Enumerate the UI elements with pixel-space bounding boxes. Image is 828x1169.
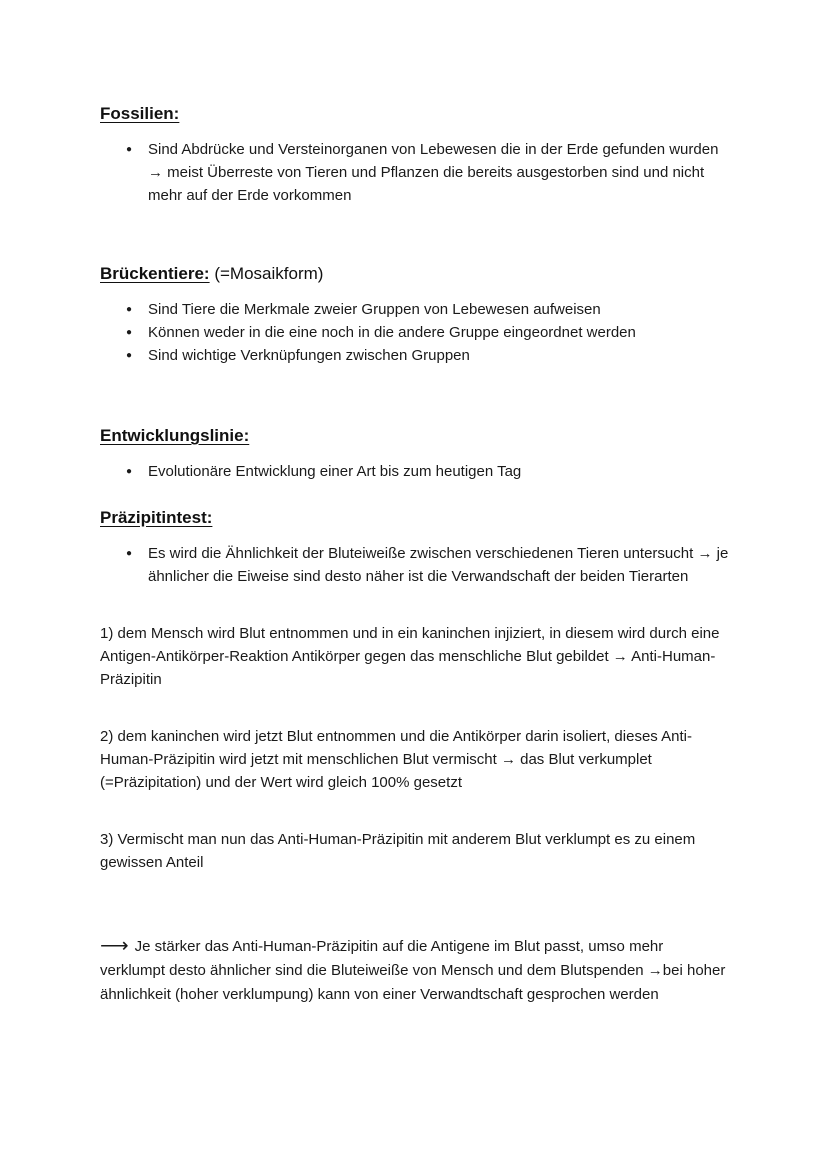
conclusion-paragraph bbox=[100, 934, 732, 1007]
step-paragraph-3: 3) Vermischt man nun das Anti-Human-Präzipitin mit anderem Blut verklumpt es zu einem gewissen Anteil bbox=[100, 831, 696, 871]
section-title: Präzipitintest: bbox=[100, 508, 213, 527]
bullet-list bbox=[100, 138, 732, 207]
bullet-item: ● Können weder in die eine noch in die andere Gruppe eingeordnet werden bbox=[132, 321, 732, 344]
section-title: Brückentiere: bbox=[100, 264, 210, 283]
section-brueckentiere bbox=[100, 263, 732, 367]
step-paragraph-2: 2) dem kaninchen wird jetzt Blut entnommen und die Antikörper darin isoliert, dieses Anti-Human-Präzipitin wird jetzt mit menschlichen Blut vermischt → das Blut verkumplet (=Präzipitation) und der Wert wird gleich 100% gesetzt bbox=[100, 728, 692, 791]
section-praezipitintest bbox=[100, 507, 732, 588]
bullet-item: ● Sind Abdrücke und Versteinorganen von Lebewesen die in der Erde gefunden wurden → meist Überreste von Tieren und Pflanzen die bereits ausgestorben sind und nicht mehr auf der Erde vorkommen bbox=[132, 138, 732, 207]
section-fossilien bbox=[100, 103, 732, 207]
bullet-list bbox=[100, 460, 732, 483]
section-heading bbox=[100, 425, 732, 447]
bullet-item: ● Es wird die Ähnlichkeit der Bluteiweiße zwischen verschiedenen Tieren untersucht → je ähnlicher die Eiweise sind desto näher ist die Verwandschaft der beiden Tierarten bbox=[132, 542, 732, 588]
section-heading bbox=[100, 507, 732, 529]
bullet-list bbox=[100, 542, 732, 588]
section-title-suffix: (=Mosaikform) bbox=[209, 264, 324, 283]
section-entwicklungslinie bbox=[100, 425, 732, 483]
long-arrow-icon: ⟶ bbox=[100, 935, 129, 957]
section-title: Fossilien: bbox=[100, 104, 180, 123]
bullet-item: ● Sind wichtige Verknüpfungen zwischen Gruppen bbox=[132, 344, 732, 367]
step-paragraph-1: 1) dem Mensch wird Blut entnommen und in ein kaninchen injiziert, in diesem wird durch eine Antigen-Antikörper-Reaktion Antikörper gegen das menschliche Blut gebildet → Anti-Human-Präzipitin bbox=[100, 625, 720, 688]
section-heading bbox=[100, 103, 732, 125]
bullet-item: ● Evolutionäre Entwicklung einer Art bis zum heutigen Tag bbox=[132, 460, 732, 483]
conclusion-text: Je stärker das Anti-Human-Präzipitin auf die Antigene im Blut passt, umso mehr verklumpt desto ähnlicher sind die Bluteiweiße von Mensch und dem Blutspenden →bei hoher ähnlichkeit (hoher verklumpung) kann von einer Verwandtschaft gesprochen werden bbox=[100, 938, 726, 1003]
bullet-list bbox=[100, 298, 732, 367]
section-title: Entwicklungslinie: bbox=[100, 426, 250, 445]
bullet-item: ● Sind Tiere die Merkmale zweier Gruppen von Lebewesen aufweisen bbox=[132, 298, 732, 321]
section-heading bbox=[100, 263, 732, 285]
